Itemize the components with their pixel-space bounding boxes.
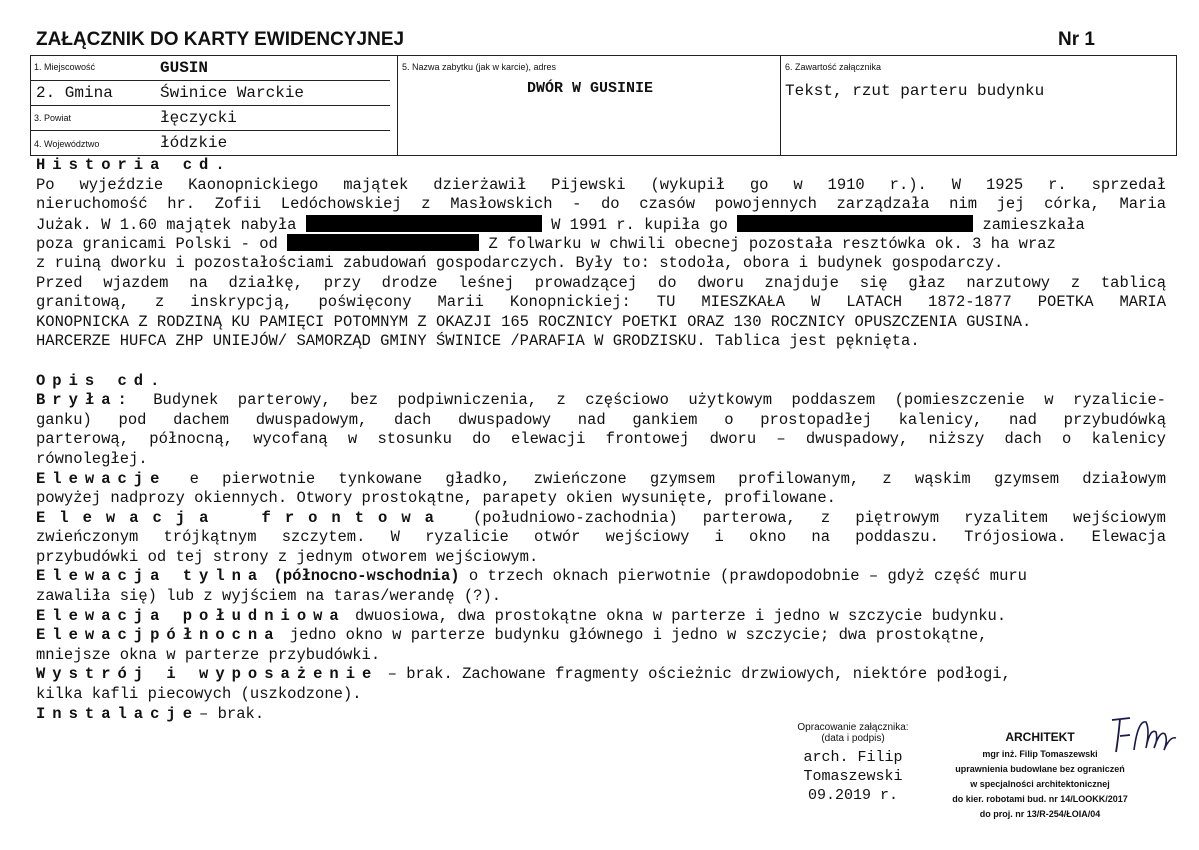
opis-line: zawaliła się) lub z wyjściem na taras/werandę (?).	[36, 587, 502, 606]
redaction-box	[737, 215, 973, 232]
gmina-label: 2. Gmina	[36, 84, 113, 102]
opis-line: ganku) pod dachem dwuspadowym, dach dwuspadowy nad gankiem o prostopadłej kalenicy, nad przybudówką	[36, 410, 1166, 429]
opis-line: równoległej.	[36, 449, 148, 468]
historia-line: z ruiną dworku i pozostałościami zabudowań gospodarczych. Były to: stodoła, obora i budynek gospodarczy.	[36, 253, 1004, 272]
opis-line: Bryła: Budynek parterowy, bez podpiwniczenia, z częściowo użytkowym poddaszem (pomieszczenie w ryzalicie-	[36, 391, 1166, 410]
column-divider	[397, 55, 398, 156]
redaction-box	[287, 234, 479, 251]
historia-line: HARCERZE HUFCA ZHP UNIEJÓW/ SAMORZĄD GMINY ŚWINICE /PARAFIA W GRODZISKU. Tablica jest pęknięta.	[36, 332, 920, 351]
document-title: ZAŁĄCZNIK DO KARTY EWIDENCYJNEJ	[36, 29, 405, 50]
stamp-line: w specjalności architektonicznej	[970, 779, 1110, 789]
nazwa-label: 5. Nazwa zabytku (jak w karcie), adres	[402, 62, 557, 72]
powiat-label: 3. Powiat	[34, 113, 72, 123]
opis-line: powyżej nadprozy okiennych. Otwory prostokątne, parapety okien wysunięte, profilowane.	[36, 489, 836, 508]
historia-line: nieruchomość hr. Zofii Ledóchowskiej z Masłowskich - do czasów powojennych zarządzała nim jej córka, Maria	[36, 195, 1166, 214]
historia-line: KONOPNICKA Z RODZINĄ KU PAMIĘCI POTOMNYM Z OKAZJI 165 ROCZNICY POETKI ORAZ 130 ROCZNICY OPUSZCZENIA GUSINA.	[36, 312, 1032, 331]
zawartosc-value: Tekst, rzut parteru budynku	[785, 82, 1045, 100]
gmina-value: Świnice Warckie	[160, 84, 305, 102]
preparer-name: arch. Filip	[803, 749, 903, 766]
miejscowosc-label: 1. Miejscowość	[34, 62, 96, 72]
row-divider	[30, 105, 390, 106]
wojewodztwo-value: łódzkie	[160, 134, 228, 152]
attachment-number: Nr 1	[1058, 29, 1095, 50]
opis-line: Elewacjpółnocna jedno okno w parterze budynku głównego i jedno w szczycie; dwa prostokątne,	[36, 626, 988, 645]
preparer-label: Opracowanie załącznika:	[797, 722, 909, 733]
opis-line: kilka kafli piecowych (uszkodzone).	[36, 685, 362, 704]
powiat-value: łęczycki	[160, 109, 237, 127]
column-divider	[780, 55, 781, 156]
opis-line: zwieńczonym trójkątnym szczytem. W ryzalicie otwór wejściowy i okno na poddaszu. Trójosiowa. Elewacja	[36, 528, 1166, 547]
stamp-title: ARCHITEKT	[1005, 730, 1075, 744]
preparer-surname: Tomaszewski	[803, 768, 903, 785]
opis-heading: Opis cd.	[36, 371, 167, 390]
opis-line: Instalacje– brak.	[36, 704, 265, 723]
opis-line: Elewacje e pierwotnie tynkowane gładko, zwieńczone gzymsem profilowanym, z wąskim gzymsem działowym	[36, 469, 1166, 488]
opis-line: mniejsze okna w parterze przybudówki.	[36, 645, 381, 664]
historia-line: Przed wjazdem na działkę, przy drodze leśnej prowadzącej do dworu znajduje się głaz narzutowy z tablicą	[36, 273, 1166, 292]
nazwa-value: DWÓR W GUSINIE	[526, 80, 654, 97]
miejscowosc-value: GUSIN	[160, 59, 209, 77]
row-divider	[30, 80, 390, 81]
handwritten-signature	[1090, 710, 1180, 760]
stamp-line: do proj. nr 13/R-254/ŁOIA/04	[979, 809, 1101, 819]
historia-line: granitową, z inskrypcją, poświęcony Marii Konopnickiej: TU MIESZKAŁA W LATACH 1872-1877 POETKA MARIA	[36, 293, 1166, 312]
row-divider	[30, 130, 390, 131]
stamp-line: uprawnienia budowlane bez ograniczeń	[955, 764, 1125, 774]
wojewodztwo-label: 4. Województwo	[34, 139, 100, 149]
preparer-sublabel: (data i podpis)	[821, 733, 885, 744]
opis-line: Elewacja tylna (północno-wschodnia) o trzech oknach pierwotnie (prawdopodobnie – gdyż część muru	[36, 567, 1027, 586]
opis-line: parterową, północną, wycofaną w stosunku do elewacji frontowej dworu – dwuspadowy, niższy dach o kalenicy	[36, 430, 1166, 449]
opis-line: Elewacja frontowa (południowo-zachodnia) parterowa, z piętrowym ryzalitem wejściowym	[36, 508, 1166, 527]
opis-line: przybudówki od tej strony z jednym otworem wejściowym.	[36, 547, 539, 566]
body-text	[36, 156, 1166, 724]
historia-line: poza granicami Polski - od Z folwarku w chwili obecnej pozostała resztówka ok. 3 ha wraz	[36, 235, 1056, 254]
historia-line: Po wyjeździe Kaonopnickiego majątek dzierżawił Pijewski (wykupił go w 1910 r.). W 1925 r. sprzedał	[36, 175, 1166, 194]
opis-line: Wystrój i wyposażenie – brak. Zachowane fragmenty ościeżnic drzwiowych, niektóre podłogi,	[36, 665, 1011, 684]
stamp-line: do kier. robotami bud. nr 14/LOOKK/2017	[952, 794, 1128, 804]
historia-line: Jużak. W 1.60 majątek nabyła W 1991 r. kupiła go zamieszkała	[36, 215, 1085, 234]
zawartosc-label: 6. Zawartość załącznika	[785, 62, 882, 72]
historia-heading: Historia cd.	[36, 156, 232, 174]
preparer-block	[783, 722, 923, 805]
preparer-date: 09.2019 r.	[807, 787, 898, 804]
opis-line: Elewacja południowa dwuosiowa, dwa prostokątne okna w parterze i jedno w szczycie budynku.	[36, 606, 1007, 625]
stamp-line: mgr inż. Filip Tomaszewski	[982, 749, 1098, 759]
redaction-box	[306, 215, 542, 232]
